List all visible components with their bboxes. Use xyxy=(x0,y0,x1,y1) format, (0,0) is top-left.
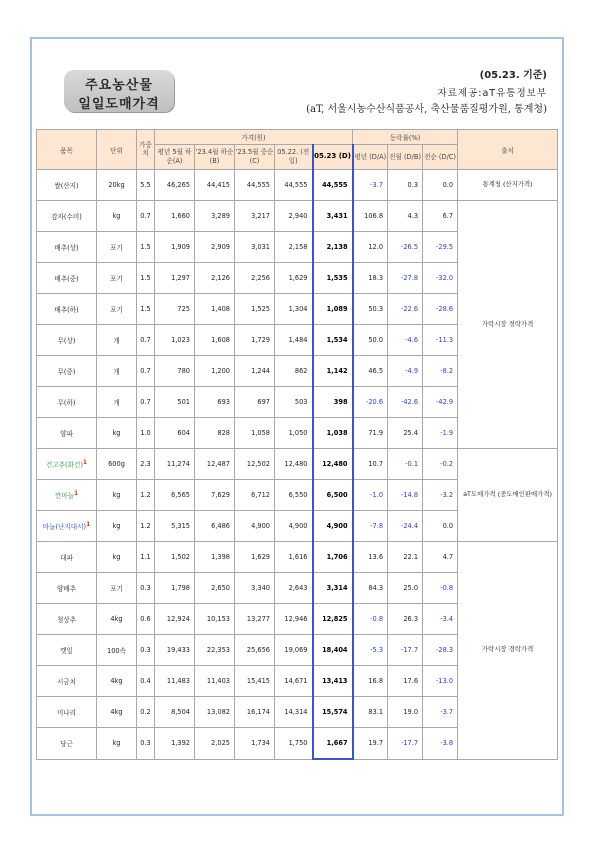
change-cell-dc: -3.7 xyxy=(423,697,458,728)
change-cell-dc: 6.7 xyxy=(423,201,458,232)
change-cell-dc: -3.4 xyxy=(423,604,458,635)
item-name: 배추(중) xyxy=(54,275,79,283)
price-cell-c: 4,900 xyxy=(235,511,275,542)
change-cell-db: -14.8 xyxy=(388,480,423,511)
price-cell-c: 3,340 xyxy=(235,573,275,604)
unit-cell: 포기 xyxy=(97,294,137,325)
table-row xyxy=(37,449,558,480)
price-cell-a: 12,924 xyxy=(155,604,195,635)
data-sources: (aT, 서울시농수산식품공사, 축산물품질평가원, 통계청) xyxy=(306,104,547,115)
unit-cell: kg xyxy=(97,542,137,573)
weight-cell: 0.3 xyxy=(137,635,155,666)
price-cell-prev: 1,750 xyxy=(275,728,313,760)
price-cell-c: 1,734 xyxy=(235,728,275,760)
price-cell-today: 13,413 xyxy=(313,666,353,697)
price-col-header: 05.22. (전일) xyxy=(275,145,313,170)
price-cell-b: 2,650 xyxy=(195,573,235,604)
item-name: 쌀(산지) xyxy=(54,182,79,190)
item-cell xyxy=(37,511,97,542)
item-name: 시금치 xyxy=(56,678,77,686)
price-cell-a: 19,433 xyxy=(155,635,195,666)
change-cell-da: 19.7 xyxy=(353,728,388,760)
change-cell-da: 83.1 xyxy=(353,697,388,728)
change-cell-dc: 0.0 xyxy=(423,511,458,542)
item-name: 당근 xyxy=(60,740,73,749)
item-cell xyxy=(37,356,97,387)
unit-cell: kg xyxy=(97,511,137,542)
change-cell-dc: -42.9 xyxy=(423,387,458,418)
change-cell-db: 4.3 xyxy=(388,201,423,232)
unit-cell: 4kg xyxy=(97,666,137,697)
weight-cell: 1.2 xyxy=(137,511,155,542)
weight-cell: 1.1 xyxy=(137,542,155,573)
price-cell-today: 1,038 xyxy=(313,418,353,449)
item-name: 무(중) xyxy=(57,368,76,376)
item-cell xyxy=(37,697,97,728)
change-cell-dc: -28.6 xyxy=(423,294,458,325)
unit-cell: 4kg xyxy=(97,604,137,635)
change-cell-dc: -0.2 xyxy=(423,449,458,480)
item-cell xyxy=(37,449,97,480)
price-cell-c: 1,058 xyxy=(235,418,275,449)
unit-cell: kg xyxy=(97,728,137,760)
price-cell-c: 13,277 xyxy=(235,604,275,635)
item-name: 양파 xyxy=(60,430,73,438)
price-cell-b: 44,415 xyxy=(195,170,235,201)
unit-cell: 20kg xyxy=(97,170,137,201)
price-cell-a: 725 xyxy=(155,294,195,325)
price-cell-a: 1,392 xyxy=(155,728,195,760)
change-cell-da: 16.8 xyxy=(353,666,388,697)
price-cell-a: 501 xyxy=(155,387,195,418)
change-group-header: 등락률(%) xyxy=(353,130,458,145)
change-cell-dc: -8.2 xyxy=(423,356,458,387)
change-cell-db: -17.7 xyxy=(388,635,423,666)
change-cell-db: 17.6 xyxy=(388,666,423,697)
change-cell-dc: -0.8 xyxy=(423,573,458,604)
change-cell-dc: -13.0 xyxy=(423,666,458,697)
price-cell-today: 1,089 xyxy=(313,294,353,325)
footnote-mark: 1 xyxy=(73,489,79,497)
item-name: 미나리 xyxy=(56,709,77,717)
title-badge xyxy=(64,70,174,112)
item-name: 청상추 xyxy=(56,616,77,624)
price-cell-a: 46,265 xyxy=(155,170,195,201)
price-cell-a: 780 xyxy=(155,356,195,387)
price-cell-b: 2,126 xyxy=(195,263,235,294)
price-cell-today: 1,667 xyxy=(313,728,353,760)
item-cell xyxy=(37,635,97,666)
item-cell xyxy=(37,604,97,635)
price-cell-a: 1,660 xyxy=(155,201,195,232)
change-cell-da: -0.8 xyxy=(353,604,388,635)
col-source: 출처 xyxy=(458,130,558,170)
change-cell-db: -22.6 xyxy=(388,294,423,325)
change-cell-da: -1.0 xyxy=(353,480,388,511)
item-cell xyxy=(37,232,97,263)
price-col-header: '23.4월 하순(B) xyxy=(195,145,235,170)
change-cell-db: 26.3 xyxy=(388,604,423,635)
price-cell-prev: 2,158 xyxy=(275,232,313,263)
price-cell-b: 10,153 xyxy=(195,604,235,635)
change-cell-db: -26.5 xyxy=(388,232,423,263)
change-cell-db: -17.7 xyxy=(388,728,423,760)
change-cell-dc: -29.5 xyxy=(423,232,458,263)
item-name: 양배추 xyxy=(56,585,77,593)
item-cell xyxy=(37,294,97,325)
change-cell-db: -27.8 xyxy=(388,263,423,294)
table-row xyxy=(37,201,558,232)
col-item: 품목 xyxy=(37,130,97,170)
change-col-header: 전순 (D/C) xyxy=(423,145,458,170)
price-cell-prev: 503 xyxy=(275,387,313,418)
weight-cell: 2.3 xyxy=(137,449,155,480)
change-cell-da: 71.9 xyxy=(353,418,388,449)
price-cell-b: 12,487 xyxy=(195,449,235,480)
change-cell-da: -20.6 xyxy=(353,387,388,418)
price-cell-prev: 862 xyxy=(275,356,313,387)
unit-cell: 포기 xyxy=(97,573,137,604)
table-row xyxy=(37,170,558,201)
change-cell-db: 0.3 xyxy=(388,170,423,201)
weight-cell: 0.2 xyxy=(137,697,155,728)
price-cell-a: 11,274 xyxy=(155,449,195,480)
price-cell-c: 3,031 xyxy=(235,232,275,263)
unit-cell: kg xyxy=(97,201,137,232)
item-cell xyxy=(37,387,97,418)
unit-cell: 포기 xyxy=(97,263,137,294)
price-cell-prev: 19,069 xyxy=(275,635,313,666)
source-cell: 통계청 (산지가격) xyxy=(458,170,558,201)
item-cell xyxy=(37,573,97,604)
price-cell-prev: 2,643 xyxy=(275,573,313,604)
price-cell-today: 3,431 xyxy=(313,201,353,232)
price-cell-c: 16,174 xyxy=(235,697,275,728)
change-cell-da: -5.3 xyxy=(353,635,388,666)
weight-cell: 0.7 xyxy=(137,387,155,418)
source-cell: aT도매가격 (중도매인판매가격) xyxy=(458,449,558,542)
change-cell-dc: -11.3 xyxy=(423,325,458,356)
price-cell-a: 1,909 xyxy=(155,232,195,263)
change-cell-da: 50.0 xyxy=(353,325,388,356)
price-cell-today: 6,500 xyxy=(313,480,353,511)
table-row xyxy=(37,542,558,573)
item-cell xyxy=(37,480,97,511)
col-unit: 단위 xyxy=(97,130,137,170)
unit-cell: 100속 xyxy=(97,635,137,666)
price-cell-b: 1,200 xyxy=(195,356,235,387)
item-cell xyxy=(37,263,97,294)
weight-cell: 0.7 xyxy=(137,325,155,356)
item-cell xyxy=(37,542,97,573)
price-col-header: 05.23 (D) xyxy=(313,145,353,170)
item-name: 깐마늘 xyxy=(54,492,74,501)
change-cell-dc: 4.7 xyxy=(423,542,458,573)
price-cell-c: 12,502 xyxy=(235,449,275,480)
item-name: 무(하) xyxy=(57,399,76,407)
change-cell-da: 18.3 xyxy=(353,263,388,294)
price-cell-b: 3,289 xyxy=(195,201,235,232)
price-cell-prev: 44,555 xyxy=(275,170,313,201)
price-cell-a: 8,504 xyxy=(155,697,195,728)
price-cell-today: 12,825 xyxy=(313,604,353,635)
weight-cell: 5.5 xyxy=(137,170,155,201)
change-cell-da: 46.5 xyxy=(353,356,388,387)
unit-cell: 개 xyxy=(97,387,137,418)
item-name: 배추(하) xyxy=(54,306,79,314)
change-cell-dc: 0.0 xyxy=(423,170,458,201)
price-cell-prev: 14,671 xyxy=(275,666,313,697)
data-provider: 자료제공:aT유통정보부 xyxy=(437,88,547,99)
price-col-header: '23.5월 중순(C) xyxy=(235,145,275,170)
price-cell-b: 2,909 xyxy=(195,232,235,263)
change-cell-da: 84.3 xyxy=(353,573,388,604)
unit-cell: 개 xyxy=(97,325,137,356)
change-cell-dc: -3.2 xyxy=(423,480,458,511)
item-cell xyxy=(37,325,97,356)
item-name: 마늘(난지대서) xyxy=(42,523,87,532)
price-cell-prev: 4,900 xyxy=(275,511,313,542)
weight-cell: 1.2 xyxy=(137,480,155,511)
price-cell-today: 1,535 xyxy=(313,263,353,294)
price-cell-prev: 12,946 xyxy=(275,604,313,635)
item-cell xyxy=(37,728,97,760)
change-cell-db: -4.9 xyxy=(388,356,423,387)
weight-cell: 0.6 xyxy=(137,604,155,635)
item-cell xyxy=(37,418,97,449)
basis-date: (05.23. 기준) xyxy=(479,70,547,81)
item-name: 감자(수미) xyxy=(51,213,82,221)
price-cell-c: 3,217 xyxy=(235,201,275,232)
unit-cell: kg xyxy=(97,418,137,449)
source-cell: 가락시장 경락가격 xyxy=(458,201,558,449)
price-cell-b: 1,408 xyxy=(195,294,235,325)
price-cell-a: 604 xyxy=(155,418,195,449)
price-cell-today: 1,142 xyxy=(313,356,353,387)
unit-cell: 4kg xyxy=(97,697,137,728)
price-cell-today: 18,404 xyxy=(313,635,353,666)
item-name: 깻잎 xyxy=(60,647,73,655)
change-cell-da: 13.6 xyxy=(353,542,388,573)
price-table xyxy=(36,129,558,760)
weight-cell: 0.3 xyxy=(137,573,155,604)
price-cell-prev: 6,550 xyxy=(275,480,313,511)
weight-cell: 1.5 xyxy=(137,294,155,325)
price-cell-prev: 1,616 xyxy=(275,542,313,573)
price-cell-c: 44,555 xyxy=(235,170,275,201)
price-cell-c: 25,656 xyxy=(235,635,275,666)
weight-cell: 0.7 xyxy=(137,356,155,387)
price-cell-prev: 2,940 xyxy=(275,201,313,232)
price-cell-today: 12,480 xyxy=(313,449,353,480)
title-line-1: 주요농산물 xyxy=(85,78,153,93)
unit-cell: 포기 xyxy=(97,232,137,263)
price-cell-a: 1,798 xyxy=(155,573,195,604)
price-cell-c: 1,525 xyxy=(235,294,275,325)
weight-cell: 1.0 xyxy=(137,418,155,449)
weight-cell: 1.5 xyxy=(137,263,155,294)
item-cell xyxy=(37,666,97,697)
change-cell-da: -7.8 xyxy=(353,511,388,542)
price-group-header: 가격(원) xyxy=(155,130,353,145)
change-cell-dc: -3.8 xyxy=(423,728,458,760)
price-cell-c: 697 xyxy=(235,387,275,418)
title-line-2: 일일도매가격 xyxy=(78,97,160,112)
price-cell-b: 1,398 xyxy=(195,542,235,573)
col-weight: 가중치 xyxy=(137,130,155,170)
price-cell-a: 1,502 xyxy=(155,542,195,573)
price-cell-today: 1,534 xyxy=(313,325,353,356)
price-cell-b: 2,025 xyxy=(195,728,235,760)
item-name: 건고추(화건) xyxy=(45,461,83,470)
price-cell-prev: 1,050 xyxy=(275,418,313,449)
price-cell-a: 1,023 xyxy=(155,325,195,356)
change-cell-db: -0.1 xyxy=(388,449,423,480)
change-cell-dc: -1.9 xyxy=(423,418,458,449)
change-cell-da: -3.7 xyxy=(353,170,388,201)
change-cell-db: 19.0 xyxy=(388,697,423,728)
price-cell-b: 13,082 xyxy=(195,697,235,728)
price-cell-today: 4,900 xyxy=(313,511,353,542)
price-cell-a: 11,483 xyxy=(155,666,195,697)
change-cell-db: 25.0 xyxy=(388,573,423,604)
change-cell-da: 12.0 xyxy=(353,232,388,263)
price-cell-prev: 1,304 xyxy=(275,294,313,325)
weight-cell: 0.7 xyxy=(137,201,155,232)
price-cell-a: 6,565 xyxy=(155,480,195,511)
price-cell-b: 693 xyxy=(195,387,235,418)
weight-cell: 0.4 xyxy=(137,666,155,697)
price-cell-b: 6,486 xyxy=(195,511,235,542)
price-cell-prev: 1,629 xyxy=(275,263,313,294)
unit-cell: kg xyxy=(97,480,137,511)
item-name: 배추(상) xyxy=(54,244,79,252)
unit-cell: 개 xyxy=(97,356,137,387)
change-cell-da: 10.7 xyxy=(353,449,388,480)
price-cell-b: 1,608 xyxy=(195,325,235,356)
change-cell-db: 25.4 xyxy=(388,418,423,449)
price-cell-c: 15,415 xyxy=(235,666,275,697)
price-cell-today: 2,138 xyxy=(313,232,353,263)
price-cell-prev: 12,480 xyxy=(275,449,313,480)
change-cell-db: -4.6 xyxy=(388,325,423,356)
price-cell-today: 1,706 xyxy=(313,542,353,573)
price-cell-today: 398 xyxy=(313,387,353,418)
price-cell-c: 2,256 xyxy=(235,263,275,294)
price-cell-today: 3,314 xyxy=(313,573,353,604)
weight-cell: 0.3 xyxy=(137,728,155,760)
price-col-header: 평년 5월 하순(A) xyxy=(155,145,195,170)
change-col-header: 전월 (D/B) xyxy=(388,145,423,170)
change-cell-da: 50.3 xyxy=(353,294,388,325)
footnote-mark: 1 xyxy=(86,520,91,528)
change-col-header: 평년 (D/A) xyxy=(353,145,388,170)
price-cell-c: 1,729 xyxy=(235,325,275,356)
change-cell-dc: -28.3 xyxy=(423,635,458,666)
change-cell-db: -42.6 xyxy=(388,387,423,418)
price-cell-b: 7,629 xyxy=(195,480,235,511)
price-cell-b: 11,403 xyxy=(195,666,235,697)
price-cell-a: 1,297 xyxy=(155,263,195,294)
item-cell xyxy=(37,201,97,232)
price-cell-b: 828 xyxy=(195,418,235,449)
price-cell-prev: 1,484 xyxy=(275,325,313,356)
price-cell-c: 6,712 xyxy=(235,480,275,511)
price-cell-a: 5,315 xyxy=(155,511,195,542)
price-cell-c: 1,244 xyxy=(235,356,275,387)
price-cell-today: 44,555 xyxy=(313,170,353,201)
price-cell-c: 1,629 xyxy=(235,542,275,573)
price-cell-b: 22,353 xyxy=(195,635,235,666)
change-cell-da: 106.8 xyxy=(353,201,388,232)
item-cell xyxy=(37,170,97,201)
item-name: 대파 xyxy=(60,554,73,562)
unit-cell: 600g xyxy=(97,449,137,480)
source-cell: 가락시장 경락가격 xyxy=(458,542,558,760)
change-cell-db: -24.4 xyxy=(388,511,423,542)
item-name: 무(상) xyxy=(57,337,76,345)
weight-cell: 1.5 xyxy=(137,232,155,263)
price-cell-today: 15,574 xyxy=(313,697,353,728)
change-cell-dc: -32.0 xyxy=(423,263,458,294)
footnote-mark: 1 xyxy=(82,458,88,466)
price-cell-prev: 14,314 xyxy=(275,697,313,728)
change-cell-db: 22.1 xyxy=(388,542,423,573)
